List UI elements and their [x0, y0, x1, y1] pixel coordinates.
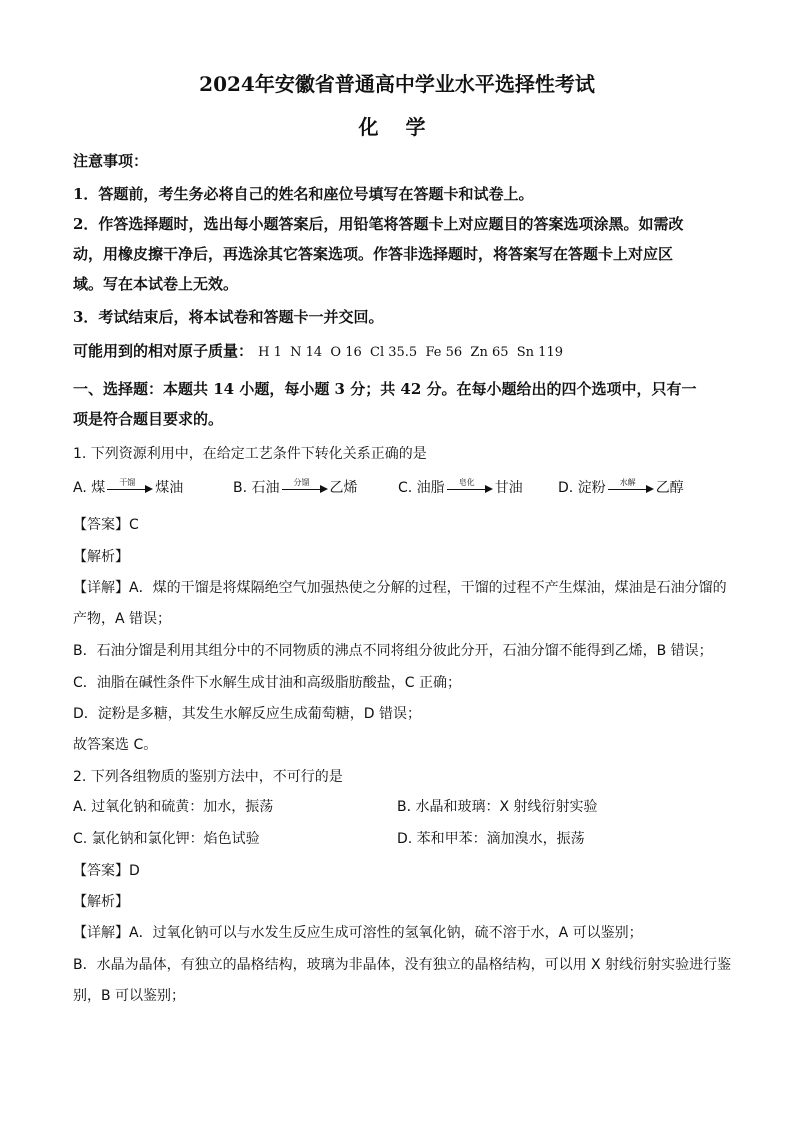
- arrow-condition: 干馏: [119, 478, 136, 487]
- question-2-stem: 2. 下列各组物质的鉴别方法中，不可行的是: [73, 769, 343, 785]
- atomic-mass-label: 可能用到的相对原子质量：: [73, 342, 254, 360]
- detail-line: D．淀粉是多糖，其发生水解反应生成葡萄糖，D 错误；: [73, 706, 422, 722]
- detail-line: 故答案选 C。: [73, 737, 158, 753]
- option-product: 乙烯: [329, 480, 358, 496]
- analysis-label: 【解析】: [73, 549, 129, 565]
- option-label: C. 油脂: [398, 480, 445, 496]
- notice-item: 1．答题前，考生务必将自己的姓名和座位号填写在答题卡和试卷上。: [73, 185, 534, 203]
- reaction-arrow-icon: [447, 478, 493, 495]
- option-product: 甘油: [494, 480, 523, 496]
- q2-option-c: C. 氯化钠和氯化钾：焰色试验: [73, 831, 260, 847]
- reaction-arrow-icon: [608, 478, 654, 495]
- q2-option-b: B. 水晶和玻璃：X 射线衍射实验: [397, 799, 598, 815]
- arrow-condition: 皂化: [458, 478, 475, 487]
- atomic-mass-values: H 1 N 14 O 16 Cl 35.5 Fe 56 Zn 65 Sn 119: [258, 345, 563, 360]
- reaction-arrow-icon: [282, 478, 328, 495]
- notice-item: 2．作答选择题时，选出每小题答案后，用铅笔将答题卡上对应题目的答案选项涂黑。如需改: [73, 215, 684, 233]
- notice-item: 3．考试结束后，将本试卷和答题卡一并交回。: [73, 308, 384, 326]
- option-product: 乙醇: [655, 480, 684, 496]
- detail-line: B．石油分馏是利用其组分中的不同物质的沸点不同将组分彼此分开，石油分馏不能得到乙烯，B 错误；: [73, 643, 713, 659]
- q1-option-b: [233, 477, 358, 497]
- question-1-stem: 1. 下列资源利用中，在给定工艺条件下转化关系正确的是: [73, 446, 427, 462]
- atomic-mass-line: [73, 340, 563, 361]
- analysis-label: 【解析】: [73, 894, 129, 910]
- q1-option-a: [73, 477, 183, 497]
- option-label: D. 淀粉: [558, 480, 606, 496]
- answer-label: 【答案】D: [73, 863, 140, 879]
- detail-line: 产物，A 错误；: [73, 611, 172, 627]
- q2-option-a: A. 过氧化钠和硫黄：加水，振荡: [73, 799, 274, 815]
- option-label: B. 石油: [233, 480, 280, 496]
- q1-option-d: [558, 477, 684, 497]
- detail-line: 【详解】A．煤的干馏是将煤隔绝空气加强热使之分解的过程，干馏的过程不产生煤油，煤油是石油分馏的: [73, 580, 727, 596]
- reaction-arrow-icon: [107, 478, 153, 495]
- option-product: 煤油: [155, 480, 184, 496]
- detail-line: 别，B 可以鉴别；: [73, 988, 186, 1004]
- section-heading-cont: 项是符合题目要求的。: [73, 410, 224, 428]
- detail-line: B．水晶为晶体，有独立的晶格结构，玻璃为非晶体，没有独立的晶格结构，可以用 X 射线衍射实验进行鉴: [73, 957, 732, 973]
- detail-line: C．油脂在碱性条件下水解生成甘油和高级脂肪酸盐，C 正确；: [73, 675, 461, 691]
- q2-option-d: D. 苯和甲苯：滴加溴水，振荡: [397, 831, 585, 847]
- notice-item: 域。写在本试卷上无效。: [73, 275, 239, 293]
- notice-heading: 注意事项：: [73, 152, 149, 170]
- subject-title: 化 学: [358, 115, 436, 139]
- section-heading: 一、选择题：本题共 14 小题，每小题 3 分；共 42 分。在每小题给出的四个选项中，只有一: [73, 380, 697, 398]
- arrow-condition: 分馏: [293, 478, 310, 487]
- option-label: A. 煤: [73, 480, 106, 496]
- detail-line: 【详解】A．过氧化钠可以与水发生反应生成可溶性的氢氧化钠，硫不溶于水，A 可以鉴别；: [73, 925, 643, 941]
- page-title: 2024年安徽省普通高中学业水平选择性考试: [199, 72, 595, 96]
- answer-label: 【答案】C: [73, 517, 139, 533]
- q1-option-c: [398, 477, 523, 497]
- arrow-condition: 水解: [619, 478, 636, 487]
- notice-item: 动，用橡皮擦干净后，再选涂其它答案选项。作答非选择题时，将答案写在答题卡上对应区: [73, 245, 674, 263]
